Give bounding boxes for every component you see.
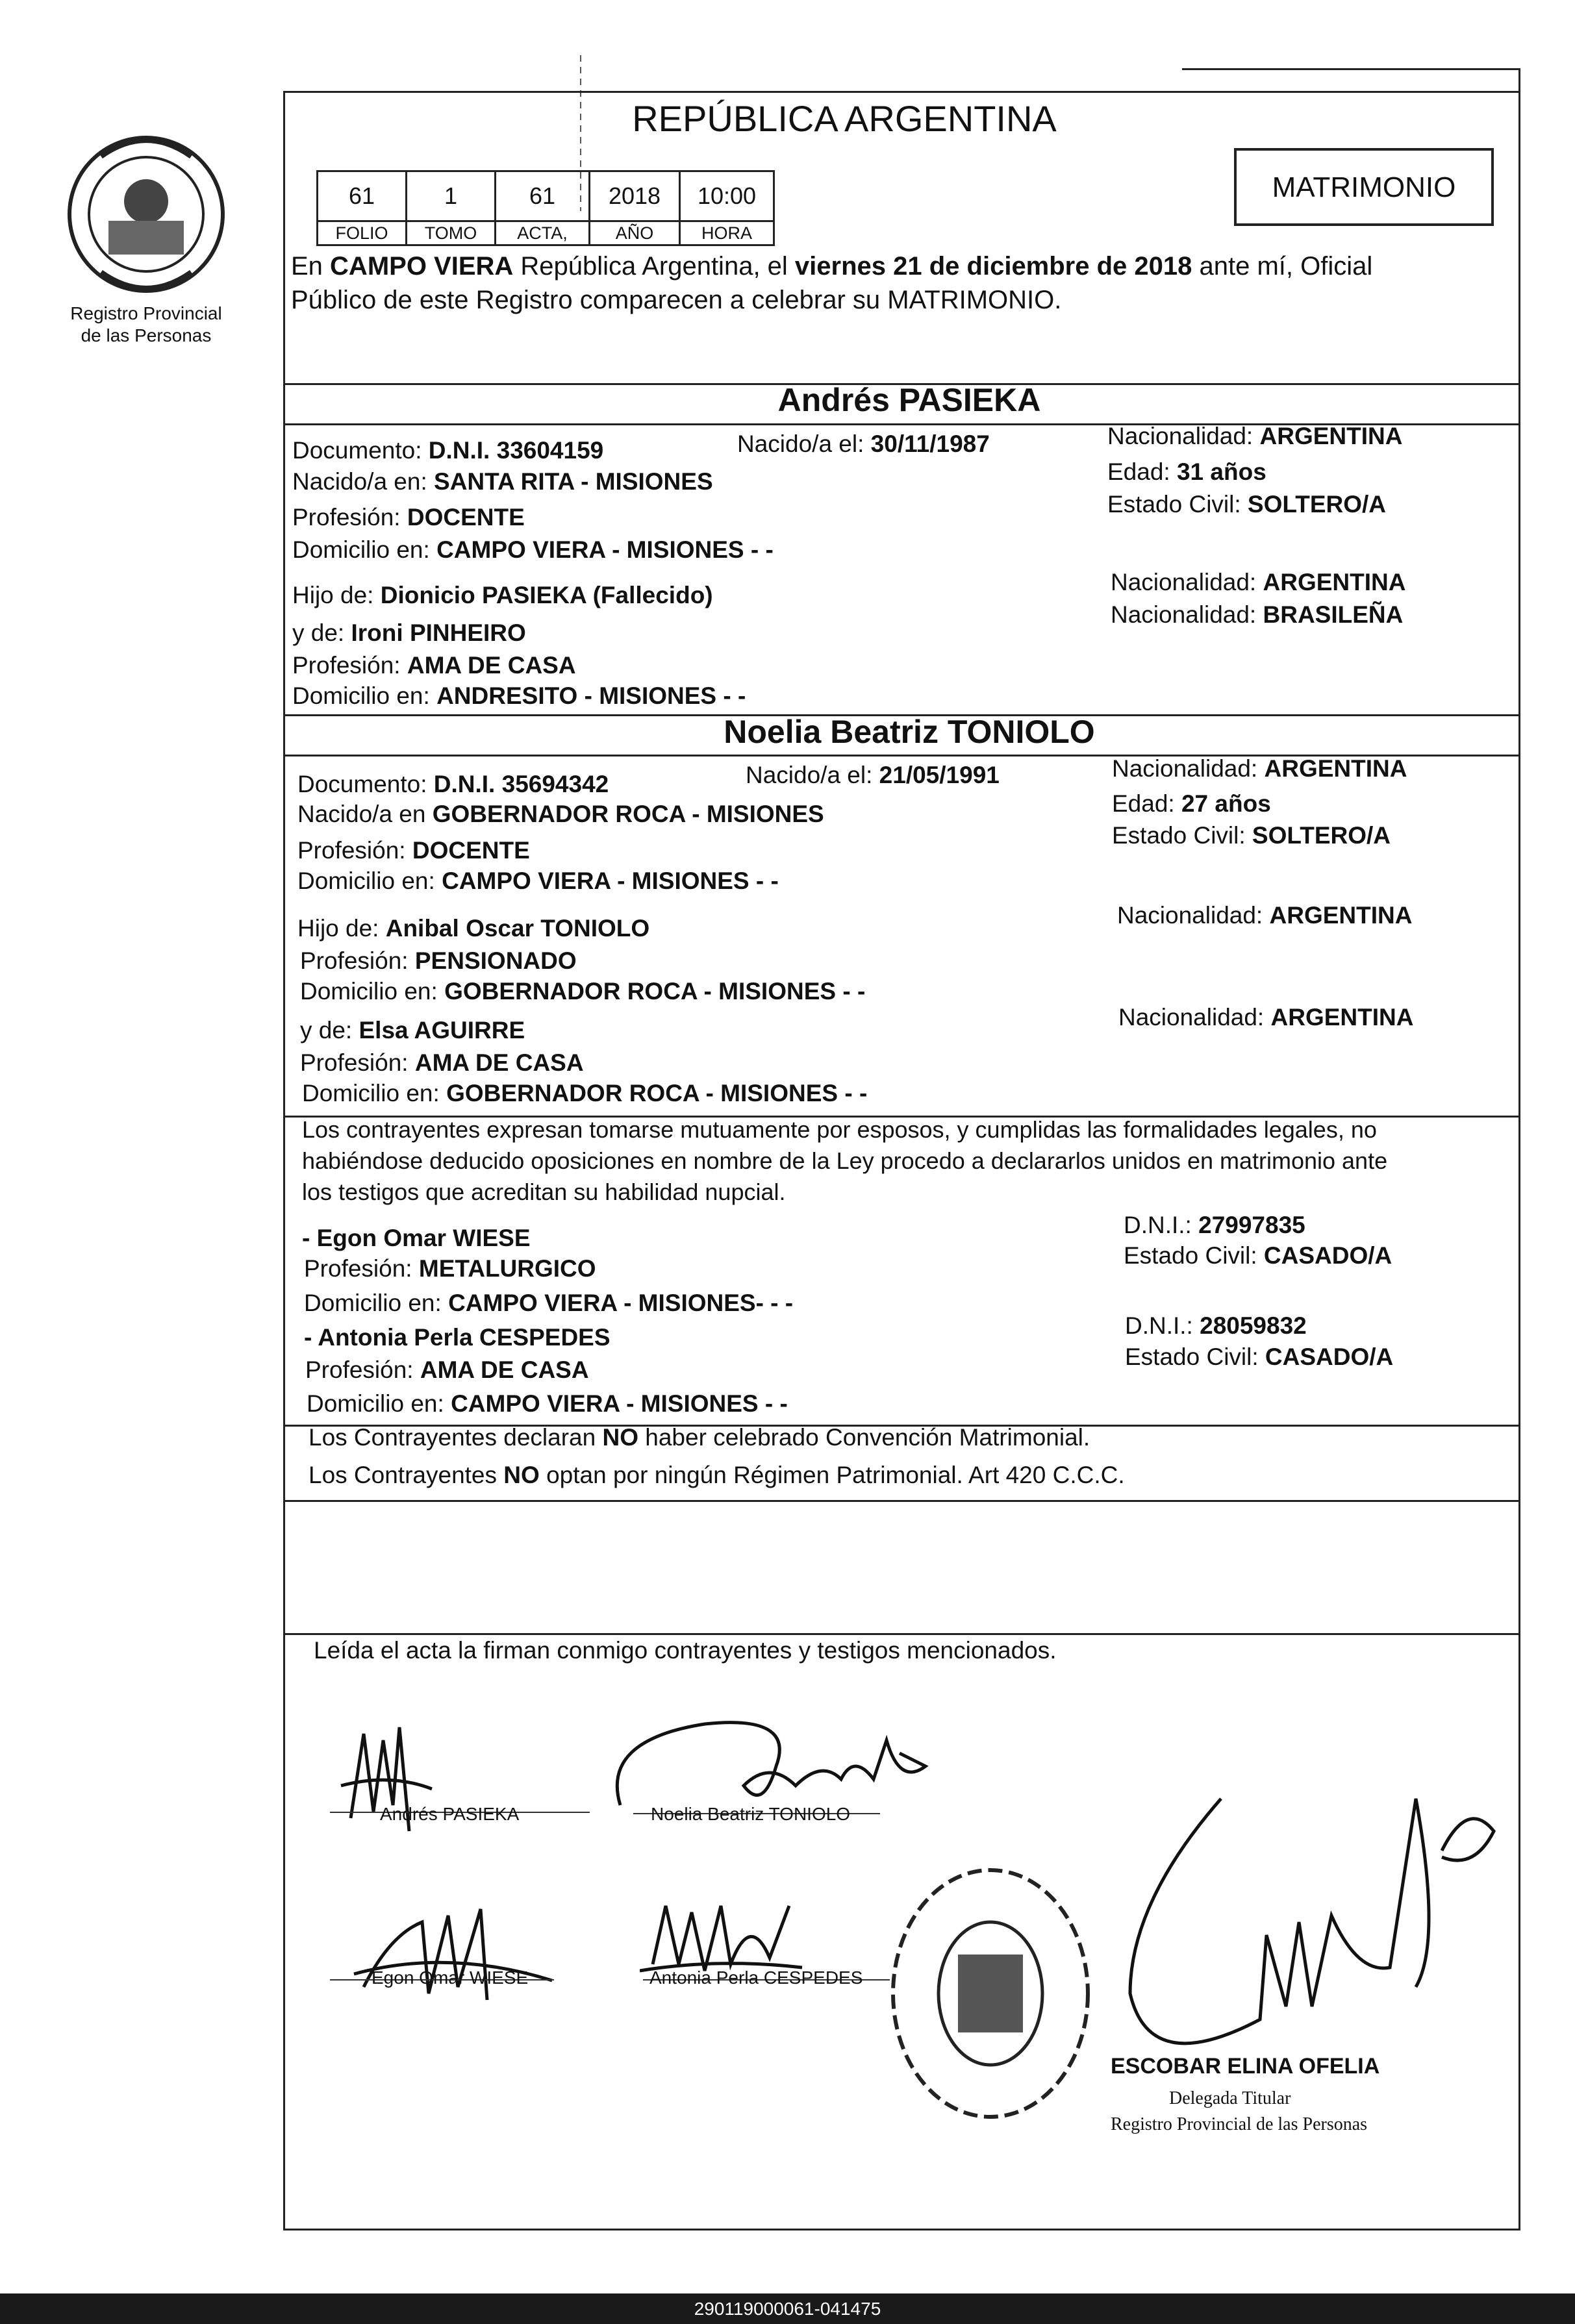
bride-father: Hijo de: Anibal Oscar TONIOLO xyxy=(297,915,650,942)
closing-statement: Leída el acta la firman conmigo contrayentes y testigos mencionados. xyxy=(314,1637,1057,1664)
bride-father-nationality: Nacionalidad: ARGENTINA xyxy=(1117,902,1413,929)
witness-2-address: Domicilio en: CAMPO VIERA - MISIONES - - xyxy=(307,1390,788,1417)
tomo-value: 1 xyxy=(405,170,496,222)
bride-address: Domicilio en: CAMPO VIERA - MISIONES - - xyxy=(297,868,779,894)
groom-mother-address: Domicilio en: ANDRESITO - MISIONES - - xyxy=(292,682,746,709)
province-seal-logo xyxy=(62,130,231,299)
groom-document: Documento: D.N.I. 33604159 xyxy=(292,437,604,464)
bride-name: Noelia Beatriz TONIOLO xyxy=(724,714,1095,750)
witness-1-dni: D.N.I.: 27997835 xyxy=(1124,1212,1305,1238)
bride-civil-status: Estado Civil: SOLTERO/A xyxy=(1112,822,1391,849)
groom-born-in: Nacido/a en: SANTA RITA - MISIONES xyxy=(292,468,713,495)
witness-2-profession: Profesión: AMA DE CASA xyxy=(305,1356,589,1383)
witness-1-civil-status: Estado Civil: CASADO/A xyxy=(1124,1242,1392,1269)
groom-born-on: Nacido/a el: 30/11/1987 xyxy=(737,431,990,457)
acta-value: 61 xyxy=(494,170,590,222)
groom-mother-nationality: Nacionalidad: BRASILEÑA xyxy=(1111,601,1404,628)
bride-mother-address: Domicilio en: GOBERNADOR ROCA - MISIONES - - xyxy=(302,1080,868,1106)
bride-mother: y de: Elsa AGUIRRE xyxy=(300,1017,525,1043)
groom-age: Edad: 31 años xyxy=(1107,458,1266,485)
official-name: ESCOBAR ELINA OFELIA xyxy=(1111,2054,1380,2079)
hour-value: 10:00 xyxy=(679,170,775,222)
bride-signature xyxy=(601,1714,951,1844)
official-title: Delegada Titular xyxy=(1169,2088,1291,2108)
year-label: AÑO xyxy=(588,220,681,246)
bride-mother-profession: Profesión: AMA DE CASA xyxy=(300,1049,584,1076)
groom-name: Andrés PASIEKA xyxy=(777,382,1041,418)
bride-born-on: Nacido/a el: 21/05/1991 xyxy=(746,762,1000,788)
bride-born-in: Nacido/a en GOBERNADOR ROCA - MISIONES xyxy=(297,801,824,827)
witness-2-civil-status: Estado Civil: CASADO/A xyxy=(1125,1343,1394,1370)
tomo-label: TOMO xyxy=(405,220,496,246)
bride-mother-nationality: Nacionalidad: ARGENTINA xyxy=(1118,1004,1414,1031)
bride-profession: Profesión: DOCENTE xyxy=(297,837,530,864)
declaration-line-3: los testigos que acreditan su habilidad nupcial. xyxy=(302,1179,786,1205)
witness-1-signature xyxy=(351,1896,559,2019)
bride-nationality: Nacionalidad: ARGENTINA xyxy=(1112,755,1407,782)
groom-mother: y de: Ironi PINHEIRO xyxy=(292,619,526,646)
intro-line-1: En CAMPO VIERA República Argentina, el viernes 21 de diciembre de 2018 ante mí, Oficial xyxy=(291,252,1373,281)
groom-address: Domicilio en: CAMPO VIERA - MISIONES - - xyxy=(292,536,774,563)
groom-profession: Profesión: DOCENTE xyxy=(292,504,525,531)
witness-1-name: - Egon Omar WIESE xyxy=(302,1225,531,1251)
acta-label: ACTA, xyxy=(494,220,590,246)
bride-signature-label: Noelia Beatriz TONIOLO xyxy=(651,1804,851,1824)
witness-2-dni: D.N.I.: 28059832 xyxy=(1125,1312,1307,1339)
registry-caption-1: Registro Provincial xyxy=(70,303,222,323)
groom-signature xyxy=(338,1714,435,1857)
declaration-line-2: habiéndose deducido oposiciones en nombre de la Ley procedo a declararlos unidos en matrimonio ante xyxy=(302,1147,1388,1174)
declaration-line-1: Los contrayentes expresan tomarse mutuamente por esposos, y cumplidas las formalidades legales, no xyxy=(302,1116,1377,1143)
folio-value: 61 xyxy=(316,170,407,222)
witness-1-profession: Profesión: METALURGICO xyxy=(304,1255,596,1282)
folio-label: FOLIO xyxy=(316,220,407,246)
groom-father-nationality: Nacionalidad: ARGENTINA xyxy=(1111,569,1406,595)
page-title: REPÚBLICA ARGENTINA xyxy=(632,98,1057,139)
intro-line-2: Público de este Registro comparecen a celebrar su MATRIMONIO. xyxy=(291,286,1062,314)
bride-age: Edad: 27 años xyxy=(1112,790,1271,817)
bride-document: Documento: D.N.I. 35694342 xyxy=(297,771,609,797)
witness-1-signature-label: Egon Omar WIESE xyxy=(372,1968,529,1988)
witness-2-signature-label: Antonia Perla CESPEDES xyxy=(649,1968,863,1988)
witness-1-address: Domicilio en: CAMPO VIERA - MISIONES- - - xyxy=(304,1290,794,1316)
convention-line-1: Los Contrayentes declaran NO haber celebrado Convención Matrimonial. xyxy=(309,1424,1090,1451)
record-type-box xyxy=(1234,148,1494,226)
official-office: Registro Provincial de las Personas xyxy=(1111,2114,1368,2134)
convention-line-2: Los Contrayentes NO optan por ningún Régimen Patrimonial. Art 420 C.C.C. xyxy=(309,1462,1125,1488)
record-type: MATRIMONIO xyxy=(1272,171,1456,203)
bride-father-profession: Profesión: PENSIONADO xyxy=(300,947,577,974)
hour-label: HORA xyxy=(679,220,775,246)
groom-mother-profession: Profesión: AMA DE CASA xyxy=(292,652,576,679)
groom-civil-status: Estado Civil: SOLTERO/A xyxy=(1107,491,1387,518)
year-value: 2018 xyxy=(588,170,681,222)
bride-father-address: Domicilio en: GOBERNADOR ROCA - MISIONES - - xyxy=(300,978,866,1005)
witness-2-name: - Antonia Perla CESPEDES xyxy=(304,1324,611,1351)
groom-nationality: Nacionalidad: ARGENTINA xyxy=(1107,423,1403,449)
document-id-bar: 290119000061-041475 xyxy=(0,2293,1575,2324)
registry-caption-2: de las Personas xyxy=(81,325,212,345)
groom-father: Hijo de: Dionicio PASIEKA (Fallecido) xyxy=(292,582,713,608)
groom-signature-label: Andrés PASIEKA xyxy=(380,1804,520,1824)
